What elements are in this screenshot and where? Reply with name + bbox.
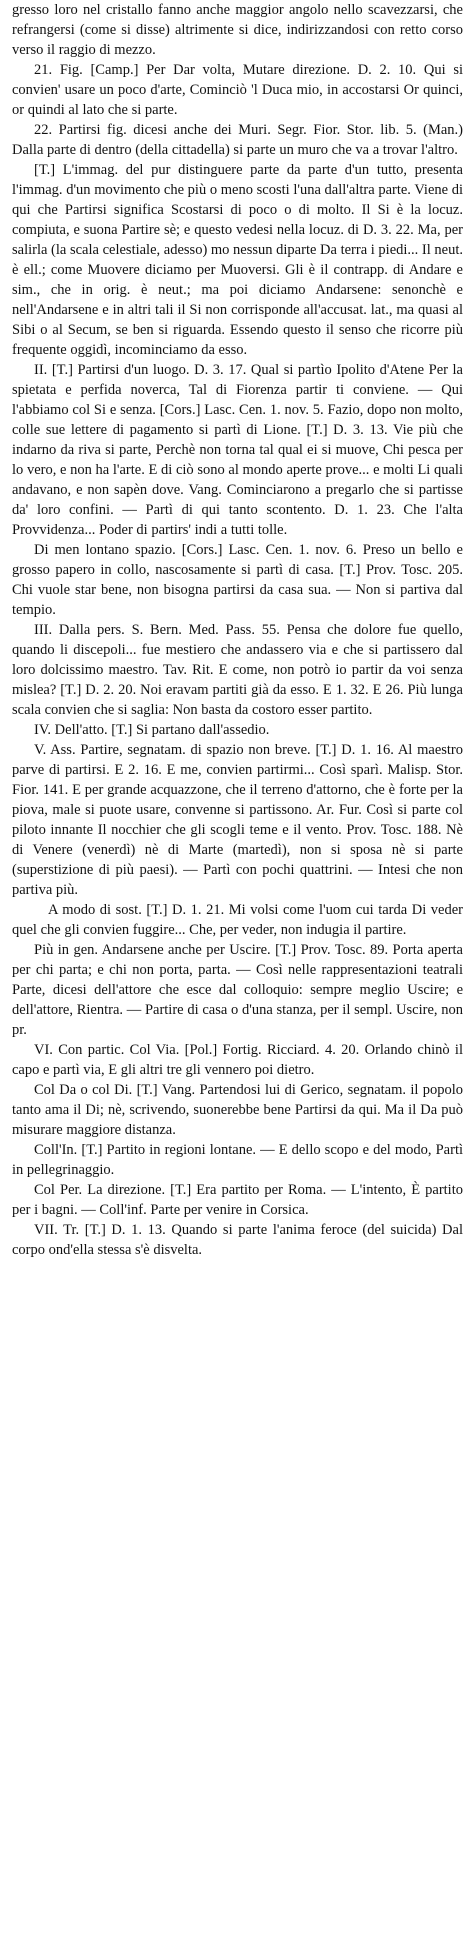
paragraph-col-per: Col Per. La direzione. [T.] Era partito per Roma. — L'intento, È partito per i bagni. — Coll'inf. Parte per venire in Corsica.: [12, 1182, 463, 1218]
paragraph-VI: VI. Con partic. Col Via. [Pol.] Fortig. Ricciard. 4. 20. Orlando chinò il capo e partì via, E gli altri tre gli vennero poi dietro.: [12, 1042, 463, 1078]
paragraph-coll-in: Coll'In. [T.] Partito in regioni lontane. — E dello scopo e del modo, Partì in pellegrinaggio.: [12, 1142, 463, 1178]
paragraph-continuation: gresso loro nel cristallo fanno anche maggior angolo nello scavezzarsi, che refrangersi (come si disse) altrimente si dice, indirizzandosi con retto corso verso il raggio di mezzo.: [12, 2, 463, 58]
paragraph-II: II. [T.] Partirsi d'un luogo. D. 3. 17. Qual si partìo Ipolito d'Atene Per la spietata e perfida noverca, Tal di Fiorenza partir ti conviene. — Qui l'abbiamo col Si e senza. [Cors.] Lasc. Cen. 1. nov. 5. Fazio, dopo non molto, colle sue lettere di pagamento si partì di Lione. [T.] D. 3. 13. Vie più che indarno da riva si parte, Perchè non torna tal qual ei si muove, Chi pesca per lo vero, e non ha l'arte. E di ciò sono al mondo aperte prove... e molti Li quali andavano, e non sapèn dove. Vang. Cominciarono a pregarlo che si partisse da' loro confini. — Partì di qui tanto scontento. D. 1. 23. Che l'alta Provvidenza... Poder di partirs' indi a tutti tolle.: [12, 362, 463, 538]
paragraph-piu-in-gen: Più in gen. Andarsene anche per Uscire. [T.] Prov. Tosc. 89. Porta aperta per chi parta; e chi non porta, parta. — Così nelle rappresentazioni teatrali Parte, dicesi dell'attore che esce dal colloquio: sempre meglio Uscire; e dell'attore, Rientra. — Partire di casa o d'una stanza, per il sempl. Uscire, non pr.: [12, 942, 463, 1038]
paragraph-V: V. Ass. Partire, segnatam. di spazio non breve. [T.] D. 1. 16. Al maestro parve di partirsi. E 2. 16. E me, convien partirmi... Così sparì. Malisp. Stor. Fior. 141. E per grande acquazzone, che il terreno d'attorno, che è forte per la piova, male si puote usare, convenne si partissono. Ar. Fur. Così si parte col piloto innante Il nocchier che gli scogli teme e il vento. Prov. Tosc. 188. Nè di Venere (venerdì) nè di Marte (martedì), non si sposa nè si parte (superstizione di più paesi). — Partì con pochi quattrini. — Intesi che non partiva più.: [12, 742, 463, 898]
paragraph-21-fig: 21. Fig. [Camp.] Per Dar volta, Mutare direzione. D. 2. 10. Qui si convien' usare un poco d'arte, Cominciò 'l Duca mio, in accostarsi Or quinci, or quindi al lato che si parte.: [12, 62, 463, 118]
paragraph-col-da-o-di: Col Da o col Di. [T.] Vang. Partendosi lui di Gerico, segnatam. il popolo tanto ama il Di; nè, scrivendo, suonerebbe bene Partirsi da qui. Ma il Da può misurare maggiore distanza.: [12, 1082, 463, 1138]
paragraph-di-men-lontano-spazio: Di men lontano spazio. [Cors.] Lasc. Cen. 1. nov. 6. Preso un bello e grosso papero in collo, nascosamente si partì di casa. [T.] Prov. Tosc. 205. Chi vuole star bene, non bisogna partirsi da casa sua. — Non si partiva dal tempio.: [12, 542, 463, 618]
paragraph-VII: VII. Tr. [T.] D. 1. 13. Quando si parte l'anima feroce (del suicida) Dal corpo ond'ella stessa s'è disvelta.: [12, 1222, 463, 1258]
paragraph-III: III. Dalla pers. S. Bern. Med. Pass. 55. Pensa che dolore fue quello, quando li discepoli... fue mestiero che andassero via e che si partissero dal loro dolcissimo maestro. Tav. Rit. E come, non potrò io partir da voi senza mislea? [T.] D. 2. 20. Noi eravam partiti già da esso. E 1. 32. E 26. Più lunga scala convien che si saglia: Non basta da costoro esser partito.: [12, 622, 463, 718]
paragraph-IV: IV. Dell'atto. [T.] Si partano dall'assedio.: [34, 722, 270, 738]
paragraph-T-note: [T.] L'immag. del pur distinguere parte da parte d'un tutto, presenta l'immag. d'un movimento che più o meno scosti l'una dall'altra parte. Viene di qui che Partirsi significa Scostarsi di poco o di molto. Il Si è la locuz. compiuta, e suona Partire sè; e questo vedesi nella locuz. di D. 3. 22. Ma, per salirla (la scala celestiale, adesso) mo nessun diparte Da terra i piedi... Il neut. è ell.; come Muovere diciamo per Muoversi. Gli è il contrapp. di Andare e sim., che in orig. è neut.; ma poi diciamo Andarsene: senonchè e nell'Andarsene e in altri tali il Si non corrisponde all'accusat. lat., ma quasi al Sibi o al Secum, se ben si riguarda. Essendo questo il senso che ricorre più frequente oggidì, incominciamo da esso.: [12, 162, 463, 358]
paragraph-a-modo-di-sost: A modo di sost. [T.] D. 1. 21. Mi volsi come l'uom cui tarda Di veder quel che gli convien fuggire... Che, per veder, non indugia il partire.: [12, 902, 463, 938]
paragraph-22-partirsi-fig: 22. Partirsi fig. dicesi anche dei Muri. Segr. Fior. Stor. lib. 5. (Man.) Dalla parte di dentro (della cittadella) si parte un muro che va a trovar l'altro.: [12, 122, 463, 158]
